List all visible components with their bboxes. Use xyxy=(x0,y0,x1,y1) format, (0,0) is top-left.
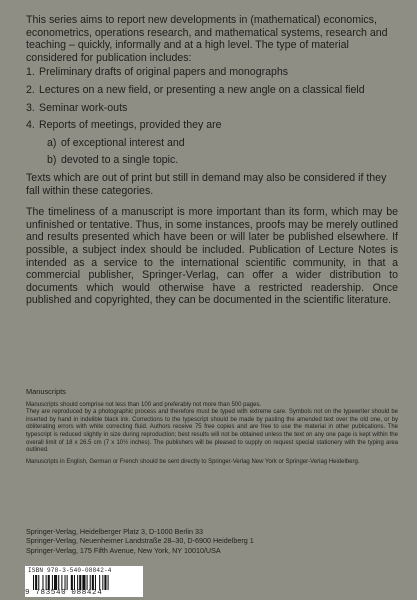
isbn-number: ISBN 978-3-540-08842-4 xyxy=(28,567,112,574)
barcode-icon xyxy=(33,575,139,590)
intro-paragraph: This series aims to report new developments in (mathematical) economics, econometrics, operations research, and mathematical systems, research and teaching – quickly, informally and at a high level. The type of material considered for publication includes: xyxy=(26,14,388,64)
series-description xyxy=(26,14,398,307)
list-item: 4. Reports of meetings, provided they are a) of exceptional interest and b) devoted to a single topic. xyxy=(26,119,398,167)
manuscripts-heading: Manuscripts xyxy=(26,387,66,396)
timeliness-paragraph: The timeliness of a manuscript is more important than its form, which may be unfinished or tentative. Thus, in some instances, proofs may be merely outlined and results presented which have been or will later be published elsewhere. If possible, a subject index should be included. Publication of Lecture Notes is intended as a service to the international scientific community, in that a commercial publisher, Springer-Verlag, can offer a wider distribution to documents which would otherwise have a restricted readership. Once published and copyrighted, they can be documented in the scientific literature. xyxy=(26,206,398,307)
manuscripts-submission: Manuscripts in English, German or French should be sent directly to Springer-Verlag New York or Springer-Verlag Heidelberg. xyxy=(26,458,360,465)
list-item: 1. Preliminary drafts of original papers and monographs xyxy=(26,66,289,79)
list-item: a) of exceptional interest and xyxy=(47,136,185,149)
manuscripts-typing: They are reproduced by a photographic process and therefore must be typed with extreme care. Symbols not on the typewriter should be inserted by hand in indelible black ink. Corrections to the typescript should be made by pasting the amended text over the old one, or by obliterating errors with white correcting fluid. Authors receive 75 free copies and are free to use the material in other publications. The typescript is reduced slightly in size during reproduction; best results will not be obtained unless the text on any one page is kept within the overall limit of 18 x 26.5 cm (7 x 10½ inches). The publishers will be pleased to supply on request special stationery with the typing area outlined. xyxy=(26,409,398,454)
manuscripts-length: Manuscripts should comprise not less than 100 and preferably not more than 500 pages. xyxy=(26,401,262,408)
manuscripts-section xyxy=(26,388,398,466)
list-item: 3. Seminar work-outs xyxy=(26,101,128,114)
address-heidelberg: Springer-Verlag, Neuenheimer Landstraße 28–30, D-6900 Heidelberg 1 xyxy=(26,536,254,546)
publisher-addresses xyxy=(26,527,398,555)
address-berlin: Springer-Verlag, Heidelberger Platz 3, D-1000 Berlin 33 xyxy=(26,527,203,536)
barcode-digits: 9 783540 088424 xyxy=(25,589,103,597)
list-item: 2. Lectures on a new field, or presenting a new angle on a classical field xyxy=(26,83,365,96)
material-types-list xyxy=(26,66,398,167)
meeting-conditions-list xyxy=(39,137,398,167)
list-item: b) devoted to a single topic. xyxy=(47,154,179,167)
out-of-print-paragraph: Texts which are out of print but still in demand may also be considered if they fall within these categories. xyxy=(26,171,387,197)
isbn-barcode-label xyxy=(25,566,143,597)
address-new-york: Springer-Verlag, 175 Fifth Avenue, New York, NY 10010/USA xyxy=(26,545,221,555)
